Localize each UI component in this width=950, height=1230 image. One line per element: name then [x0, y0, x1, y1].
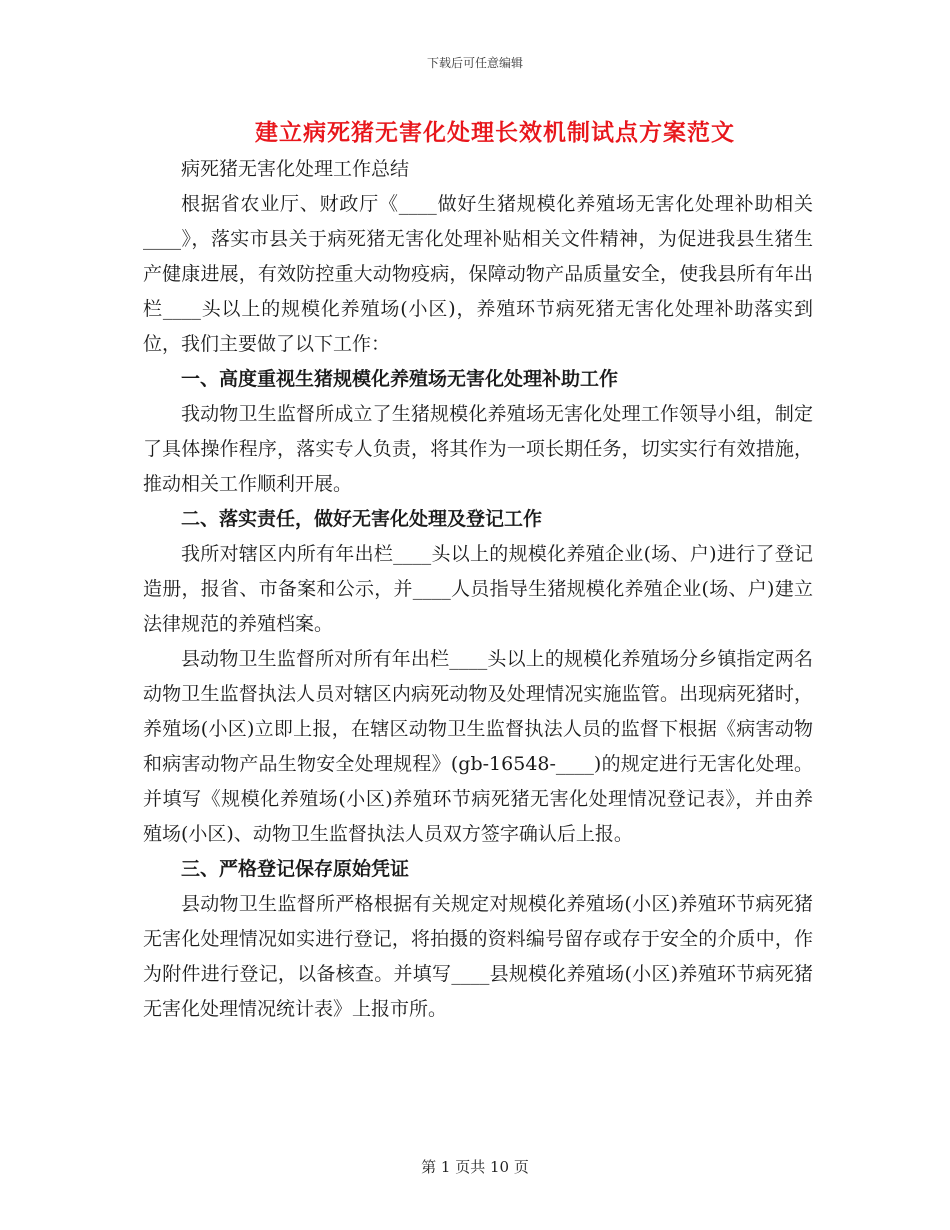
section-heading: 三、严格登记保存原始凭证	[181, 858, 410, 880]
paragraph: 我动物卫生监督所成立了生猪规模化养殖场无害化处理工作领导小组，制定了具体操作程序，落实专人负责，将其作为一项长期任务，切实实行有效措施，推动相关工作顺利开展。	[143, 403, 813, 495]
paragraph: 县动物卫生监督所严格根据有关规定对规模化养殖场(小区)养殖环节病死猪无害化处理情况如实进行登记，将拍摄的资料编号留存或存于安全的介质中，作为附件进行登记，以备核查。并填写____县规模化养殖场(小区)养殖环节病死猪无害化处理情况统计表》上报市所。	[143, 893, 813, 1020]
paragraph: 病死猪无害化处理工作总结	[181, 158, 410, 180]
page-header: 下载后可任意编辑	[426, 56, 523, 70]
section-heading: 二、落实责任，做好无害化处理及登记工作	[181, 508, 543, 530]
section-heading: 一、高度重视生猪规模化养殖场无害化处理补助工作	[181, 368, 619, 390]
paragraph: 县动物卫生监督所对所有年出栏____头以上的规模化养殖场分乡镇指定两名动物卫生监督执法人员对辖区内病死动物及处理情况实施监管。出现病死猪时，养殖场(小区)立即上报，在辖区动物卫生监督执法人员的监督下根据《病害动物和病害动物产品生物安全处理规程》(gb-16548-____)的规定进行无害化处理。并填写《规模化养殖场(小区)养殖环节病死猪无害化处理情况登记表》，并由养殖场(小区)、动物卫生监督执法人员双方签字确认后上报。	[143, 648, 813, 845]
document-body	[143, 152, 813, 1027]
document-title: 建立病死猪无害化处理长效机制试点方案范文	[255, 119, 735, 146]
paragraph: 我所对辖区内所有年出栏____头以上的规模化养殖企业(场、户)进行了登记造册，报省、市备案和公示，并____人员指导生猪规模化养殖企业(场、户)建立法律规范的养殖档案。	[143, 543, 813, 635]
page-number-footer: 第 1 页共 10 页	[421, 1158, 529, 1176]
paragraph: 根据省农业厅、财政厅《____做好生猪规模化养殖场无害化处理补助相关____》，落实市县关于病死猪无害化处理补贴相关文件精神，为促进我县生猪生产健康进展，有效防控重大动物疫病，保障动物产品质量安全，使我县所有年出栏____头以上的规模化养殖场(小区)，养殖环节病死猪无害化处理补助落实到位，我们主要做了以下工作：	[143, 193, 813, 355]
